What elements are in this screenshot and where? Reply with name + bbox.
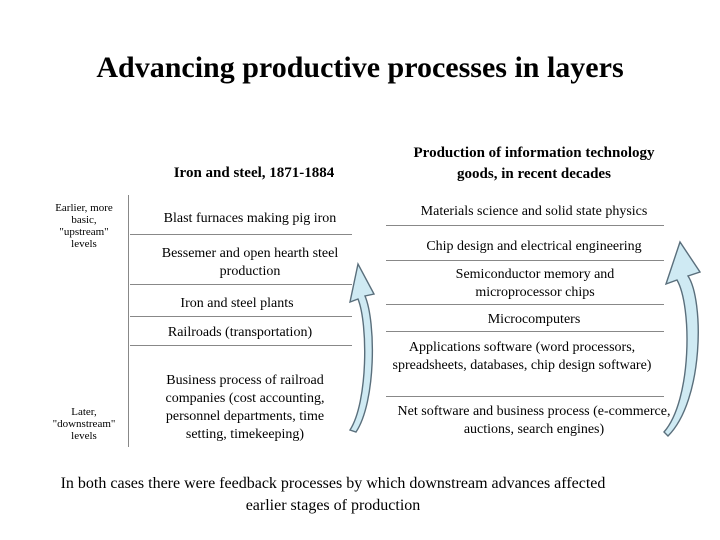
left-column-divider <box>128 195 129 447</box>
right-row-rule <box>386 331 664 332</box>
left-column-heading: Iron and steel, 1871-1884 <box>173 165 335 181</box>
left-row-rule <box>130 234 352 235</box>
right-column-heading: Production of information technology goods, in recent decades <box>413 145 655 182</box>
right-item-materials-science: Materials science and solid state physics <box>420 204 648 219</box>
side-label-downstream: Later, "downstream" levels <box>52 406 116 442</box>
left-row-rule <box>130 284 352 285</box>
left-item-railroads: Railroads (transportation) <box>167 325 313 340</box>
feedback-arrow-left-icon <box>350 262 386 434</box>
right-row-rule <box>386 260 664 261</box>
right-row-rule <box>386 225 664 226</box>
right-row-rule <box>386 304 664 305</box>
feedback-arrow-right-icon <box>664 240 712 440</box>
left-item-business-process: Business process of railroad companies (cost accounting, personnel departments, time setting, timekeeping) <box>165 373 325 442</box>
right-item-net-software: Net software and business process (e-commerce, auctions, search engines) <box>397 404 671 437</box>
left-row-rule <box>130 345 352 346</box>
footer-note: In both cases there were feedback processes by which downstream advances affected earlier stages of production <box>60 475 606 514</box>
right-item-chip-design: Chip design and electrical engineering <box>426 239 642 254</box>
left-item-blast-furnaces: Blast furnaces making pig iron <box>163 211 337 226</box>
left-row-rule <box>130 316 352 317</box>
left-item-bessemer: Bessemer and open hearth steel production <box>161 246 339 279</box>
right-item-semiconductor: Semiconductor memory and microprocessor chips <box>455 267 615 300</box>
left-item-iron-steel-plants: Iron and steel plants <box>180 296 294 311</box>
right-item-microcomputers: Microcomputers <box>487 312 581 327</box>
page-title: Advancing productive processes in layers <box>96 51 624 84</box>
right-row-rule <box>386 396 664 397</box>
right-item-applications-software: Applications software (word processors, spreadsheets, databases, chip design software) <box>392 340 652 373</box>
side-label-upstream: Earlier, more basic, "upstream" levels <box>55 202 113 250</box>
